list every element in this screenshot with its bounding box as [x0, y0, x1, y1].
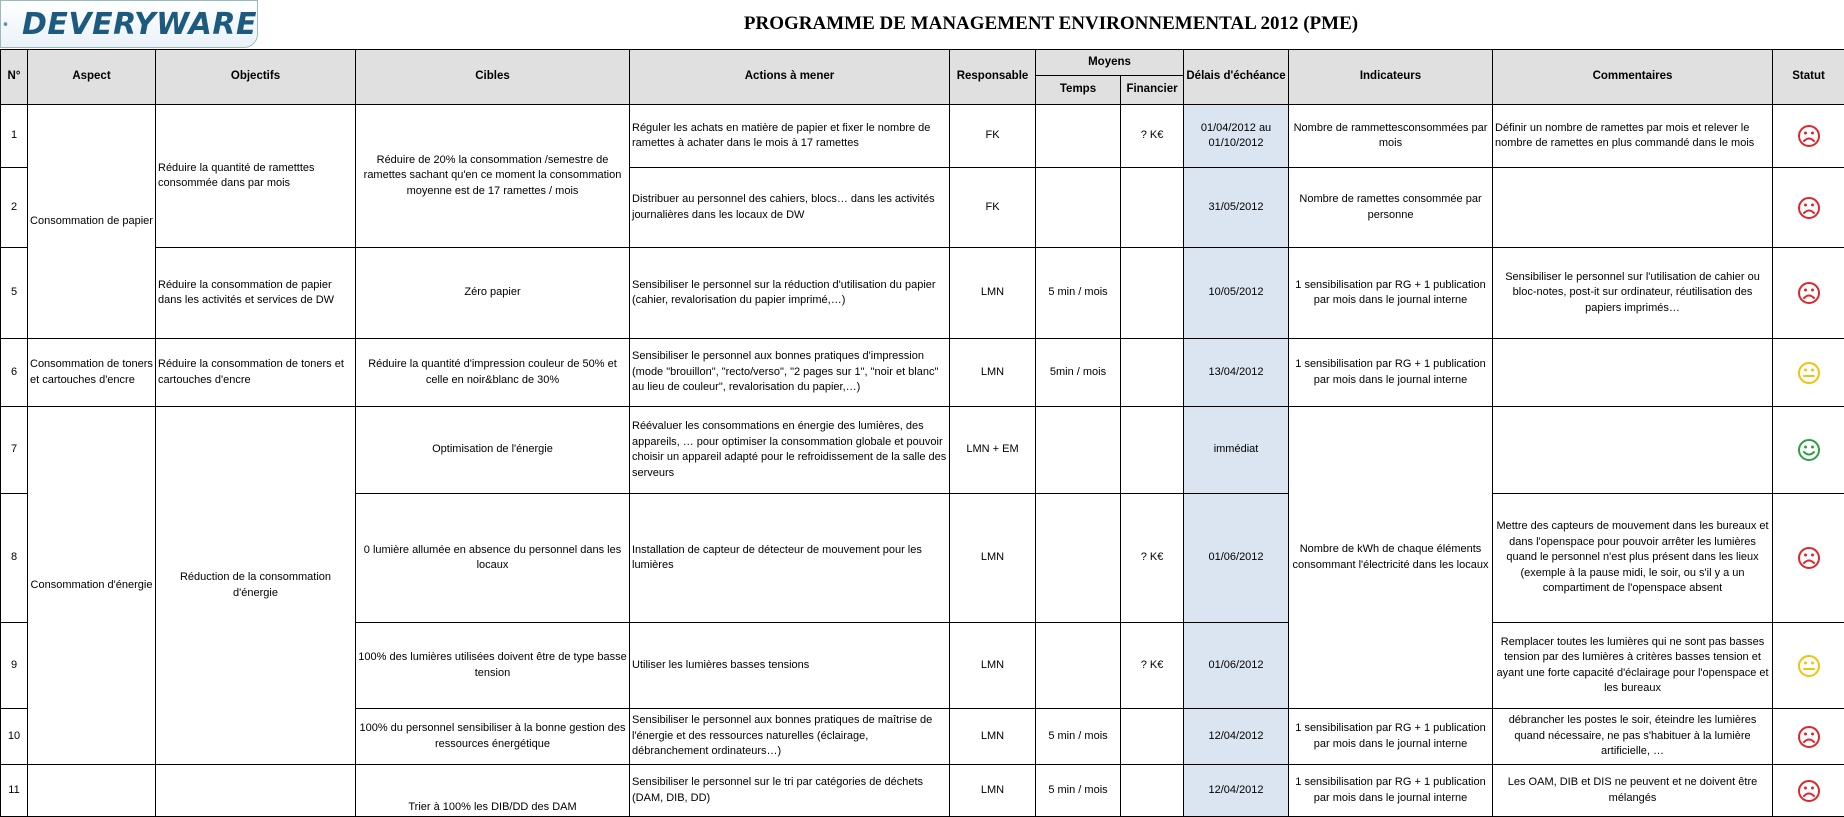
responsable-cell[interactable]: LMN: [950, 339, 1036, 407]
cible-cell[interactable]: Zéro papier: [356, 248, 630, 339]
delai-cell[interactable]: 01/06/2012: [1184, 494, 1289, 623]
action-cell[interactable]: Sensibiliser le personnel aux bonnes pratiques d'impression (mode "brouillon", "recto/verso", "2 pages sur 1", "noir et blanc" au lieu de couleur", revalorisation du papier,…): [630, 339, 950, 407]
objectif-cell[interactable]: Réduction de la consommation d'énergie: [156, 407, 356, 765]
table-row: [1, 105, 1844, 168]
row-num[interactable]: 1: [1, 105, 28, 168]
responsable-cell[interactable]: LMN + EM: [950, 407, 1036, 494]
temps-cell[interactable]: [1036, 494, 1121, 623]
action-cell[interactable]: Réguler les achats en matière de papier et fixer le nombre de ramettes à achater dans le mois à 17 ramettes: [630, 105, 950, 168]
financier-cell[interactable]: [1121, 765, 1184, 817]
sad-smiley-icon: [1797, 196, 1821, 220]
header-aspect[interactable]: Aspect: [28, 50, 156, 105]
sad-smiley-icon: [1797, 124, 1821, 148]
header-actions[interactable]: Actions à mener: [630, 50, 950, 105]
table-row: [1, 765, 1844, 817]
responsable-cell[interactable]: FK: [950, 168, 1036, 248]
indicateur-cell[interactable]: Nombre de rammettesconsommées par mois: [1289, 105, 1493, 168]
commentaire-cell[interactable]: [1493, 407, 1773, 494]
row-num[interactable]: 6: [1, 339, 28, 407]
header-commentaires[interactable]: Commentaires: [1493, 50, 1773, 105]
cible-cell[interactable]: Réduire de 20% la consommation /semestre de ramettes sachant qu'en ce moment la consommation moyenne est de 17 ramettes / mois: [356, 105, 630, 248]
financier-cell[interactable]: [1121, 339, 1184, 407]
cible-cell[interactable]: Optimisation de l'énergie: [356, 407, 630, 494]
neutral-smiley-icon: [1797, 361, 1821, 385]
indicateur-cell[interactable]: 1 sensibilisation par RG + 1 publication par mois dans le journal interne: [1289, 248, 1493, 339]
table-row: [1, 339, 1844, 407]
cible-cell[interactable]: 100% du personnel sensibiliser à la bonne gestion des ressources énergétique: [356, 709, 630, 765]
objectif-cell[interactable]: Réduire la consommation de papier dans les activités et services de DW: [156, 248, 356, 339]
responsable-cell[interactable]: FK: [950, 105, 1036, 168]
financier-cell[interactable]: ? K€: [1121, 105, 1184, 168]
statut-cell[interactable]: [1773, 248, 1844, 339]
indicateur-cell[interactable]: Nombre de kWh de chaque éléments consommant l'électricité dans les locaux: [1289, 407, 1493, 709]
responsable-cell[interactable]: LMN: [950, 248, 1036, 339]
action-cell[interactable]: Sensibiliser le personnel sur la réduction d'utilisation du papier (cahier, revalorisation du papier imprimé,…): [630, 248, 950, 339]
delai-cell[interactable]: 12/04/2012: [1184, 709, 1289, 765]
action-cell[interactable]: Distribuer au personnel des cahiers, blocs… dans les activités journalières dans les locaux de DW: [630, 168, 950, 248]
header-temps[interactable]: Temps: [1036, 76, 1121, 105]
indicateur-cell[interactable]: Nombre de ramettes consommée par personne: [1289, 168, 1493, 248]
statut-cell[interactable]: [1773, 623, 1844, 709]
row-num[interactable]: 9: [1, 623, 28, 709]
delai-cell[interactable]: 01/04/2012 au 01/10/2012: [1184, 105, 1289, 168]
temps-cell[interactable]: [1036, 105, 1121, 168]
statut-cell[interactable]: [1773, 339, 1844, 407]
financier-cell[interactable]: [1121, 248, 1184, 339]
financier-cell[interactable]: ? K€: [1121, 494, 1184, 623]
header-delais[interactable]: Délais d'échéance: [1184, 50, 1289, 105]
sad-smiley-icon: [1797, 546, 1821, 570]
temps-cell[interactable]: 5 min / mois: [1036, 248, 1121, 339]
delai-cell[interactable]: 10/05/2012: [1184, 248, 1289, 339]
commentaire-cell[interactable]: [1493, 168, 1773, 248]
temps-cell[interactable]: [1036, 623, 1121, 709]
header-cibles[interactable]: Cibles: [356, 50, 630, 105]
commentaire-cell[interactable]: Mettre des capteurs de mouvement dans les bureaux et dans l'openspace pour pouvoir arrêter les lumières quand le personnel n'est plus présent dans les lieux (exemple à la pause midi, le soir, ou s'il y a un compartiment de l'openspace absent: [1493, 494, 1773, 623]
neutral-smiley-icon: [1797, 654, 1821, 678]
commentaire-cell[interactable]: Définir un nombre de ramettes par mois et relever le nombre de ramettes en plus commandé dans le mois: [1493, 105, 1773, 168]
action-cell[interactable]: Utiliser les lumières basses tensions: [630, 623, 950, 709]
page-title: PROGRAMME DE MANAGEMENT ENVIRONNEMENTAL 2012 (PME): [258, 0, 1844, 48]
commentaire-cell[interactable]: Sensibiliser le personnel sur l'utilisation de cahier ou bloc-notes, post-it sur ordinateur, réutilisation des papiers imprimés…: [1493, 248, 1773, 339]
delai-cell[interactable]: 01/06/2012: [1184, 623, 1289, 709]
cible-cell[interactable]: Trier à 100% les DIB/DD des DAM: [356, 765, 630, 817]
header-moyens[interactable]: Moyens: [1036, 50, 1184, 76]
row-num[interactable]: 8: [1, 494, 28, 623]
cible-cell[interactable]: 0 lumière allumée en absence du personnel dans les locaux: [356, 494, 630, 623]
row-num[interactable]: 7: [1, 407, 28, 494]
statut-cell[interactable]: [1773, 407, 1844, 494]
row-num[interactable]: 2: [1, 168, 28, 248]
happy-smiley-icon: [1797, 438, 1821, 462]
objectif-cell[interactable]: [156, 765, 356, 817]
temps-cell[interactable]: 5min / mois: [1036, 339, 1121, 407]
financier-cell[interactable]: [1121, 168, 1184, 248]
table-row: [1, 248, 1844, 339]
company-logo: [0, 0, 258, 48]
cible-cell[interactable]: 100% des lumières utilisées doivent être de type basse tension: [356, 623, 630, 709]
table-row: [1, 407, 1844, 494]
temps-cell[interactable]: 5 min / mois: [1036, 765, 1121, 817]
logo-icon: [3, 1, 8, 47]
temps-cell[interactable]: [1036, 407, 1121, 494]
statut-cell[interactable]: [1773, 168, 1844, 248]
statut-cell[interactable]: [1773, 709, 1844, 765]
header-responsable[interactable]: Responsable: [950, 50, 1036, 105]
financier-cell[interactable]: [1121, 709, 1184, 765]
objectif-cell[interactable]: Réduire la consommation de toners et cartouches d'encre: [156, 339, 356, 407]
pme-table: [0, 49, 1844, 817]
action-cell[interactable]: Sensibiliser le personnel sur le tri par catégories de déchets (DAM, DIB, DD): [630, 765, 950, 817]
aspect-cell[interactable]: Consommation de papier: [28, 105, 156, 339]
action-cell[interactable]: Sensibiliser le personnel aux bonnes pratiques de maîtrise de l'énergie et des ressources naturelles (éclairage, débranchement ordinateurs…): [630, 709, 950, 765]
delai-cell[interactable]: 31/05/2012: [1184, 168, 1289, 248]
delai-cell[interactable]: 12/04/2012: [1184, 765, 1289, 817]
financier-cell[interactable]: [1121, 407, 1184, 494]
header-indicateurs[interactable]: Indicateurs: [1289, 50, 1493, 105]
temps-cell[interactable]: 5 min / mois: [1036, 709, 1121, 765]
indicateur-cell[interactable]: 1 sensibilisation par RG + 1 publication par mois dans le journal interne: [1289, 709, 1493, 765]
aspect-cell[interactable]: Consommation de toners et cartouches d'encre: [28, 339, 156, 407]
sad-smiley-icon: [1797, 779, 1821, 803]
delai-cell[interactable]: immédiat: [1184, 407, 1289, 494]
cible-cell[interactable]: Réduire la quantité d'impression couleur de 50% et celle en noir&blanc de 30%: [356, 339, 630, 407]
header-objectifs[interactable]: Objectifs: [156, 50, 356, 105]
objectif-cell[interactable]: Réduire la quantité de rametttes consommée dans par mois: [156, 105, 356, 248]
row-num[interactable]: 5: [1, 248, 28, 339]
aspect-cell[interactable]: Consommation d'énergie: [28, 407, 156, 765]
row-num[interactable]: 10: [1, 709, 28, 765]
financier-cell[interactable]: ? K€: [1121, 623, 1184, 709]
indicateur-cell[interactable]: 1 sensibilisation par RG + 1 publication par mois dans le journal interne: [1289, 339, 1493, 407]
logo-text: DEVERYWARE: [22, 7, 257, 42]
statut-cell[interactable]: [1773, 494, 1844, 623]
aspect-cell[interactable]: [28, 765, 156, 817]
delai-cell[interactable]: 13/04/2012: [1184, 339, 1289, 407]
header-row: [1, 50, 1844, 76]
commentaire-cell[interactable]: [1493, 339, 1773, 407]
responsable-cell[interactable]: LMN: [950, 623, 1036, 709]
header-financier[interactable]: Financier: [1121, 76, 1184, 105]
row-num[interactable]: 11: [1, 765, 28, 817]
header-statut[interactable]: Statut: [1773, 50, 1844, 105]
temps-cell[interactable]: [1036, 168, 1121, 248]
responsable-cell[interactable]: LMN: [950, 494, 1036, 623]
responsable-cell[interactable]: LMN: [950, 709, 1036, 765]
sad-smiley-icon: [1797, 281, 1821, 305]
sad-smiley-icon: [1797, 725, 1821, 749]
commentaire-cell[interactable]: Remplacer toutes les lumières qui ne sont pas basses tension par des lumières à critères basses tension et ayant une forte capacité d'éclairage pour l'openspace et les bureaux: [1493, 623, 1773, 709]
header-num[interactable]: N°: [1, 50, 28, 105]
statut-cell[interactable]: [1773, 765, 1844, 817]
action-cell[interactable]: Installation de capteur de détecteur de mouvement pour les lumières: [630, 494, 950, 623]
commentaire-cell[interactable]: Les OAM, DIB et DIS ne peuvent et ne doivent être mélangés: [1493, 765, 1773, 817]
indicateur-cell[interactable]: 1 sensibilisation par RG + 1 publication par mois dans le journal interne: [1289, 765, 1493, 817]
action-cell[interactable]: Réévaluer les consommations en énergie des lumières, des appareils, … pour optimiser la consommation globale et pouvoir choisir un appareil adapté pour le refroidissement de la salle des serveurs: [630, 407, 950, 494]
statut-cell[interactable]: [1773, 105, 1844, 168]
commentaire-cell[interactable]: débrancher les postes le soir, éteindre les lumières quand nécessaire, ne pas s'habituer à la lumière artificielle, …: [1493, 709, 1773, 765]
responsable-cell[interactable]: LMN: [950, 765, 1036, 817]
